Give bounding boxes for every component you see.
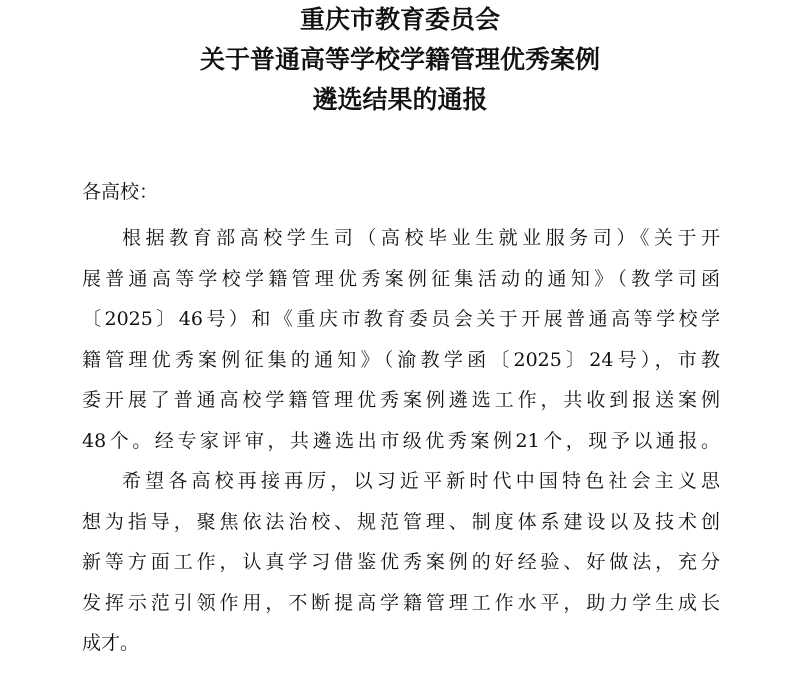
paragraph-1 (82, 218, 720, 461)
paragraph-line: 根据教育部高校学生司（高校毕业生就业服务司）《关于开 (122, 227, 720, 249)
paragraph-line: 发挥示范引领作用，不断提高学籍管理工作水平，助力学生成长 (82, 591, 720, 614)
document-body (82, 218, 720, 664)
paragraph-line: 希望各高校再接再厉，以习近平新时代中国特色社会主义思 (122, 470, 720, 492)
paragraph-line: 想为指导，聚焦依法治校、规范管理、制度体系建设以及技术创 (82, 510, 720, 533)
document-title-line-3: 遴选结果的通报 (312, 85, 488, 114)
paragraph-line: 成才。 (82, 632, 140, 654)
document-title-line-2: 关于普通高等学校学籍管理优秀案例 (199, 45, 600, 74)
paragraph-line: 委开展了普通高校学籍管理优秀案例遴选工作，共收到报送案例 (82, 389, 720, 411)
paragraph-line: 新等方面工作，认真学习借鉴优秀案例的好经验、好做法，充分 (82, 551, 720, 573)
paragraph-2 (82, 461, 720, 664)
salutation: 各高校： (82, 181, 159, 203)
paragraph-line: 48个。经专家评审，共遴选出市级优秀案例21个，现予以通报。 (82, 429, 720, 452)
paragraph-line: 籍管理优秀案例征集的通知》（渝教学函〔2025〕24号），市教 (82, 348, 720, 371)
document-title-line-1: 重庆市教育委员会 (299, 5, 500, 34)
paragraph-line: 〔2025〕46号）和《重庆市教育委员会关于开展普通高等学校学 (82, 308, 720, 330)
paragraph-line: 展普通高等学校学籍管理优秀案例征集活动的通知》（教学司函 (82, 267, 720, 290)
